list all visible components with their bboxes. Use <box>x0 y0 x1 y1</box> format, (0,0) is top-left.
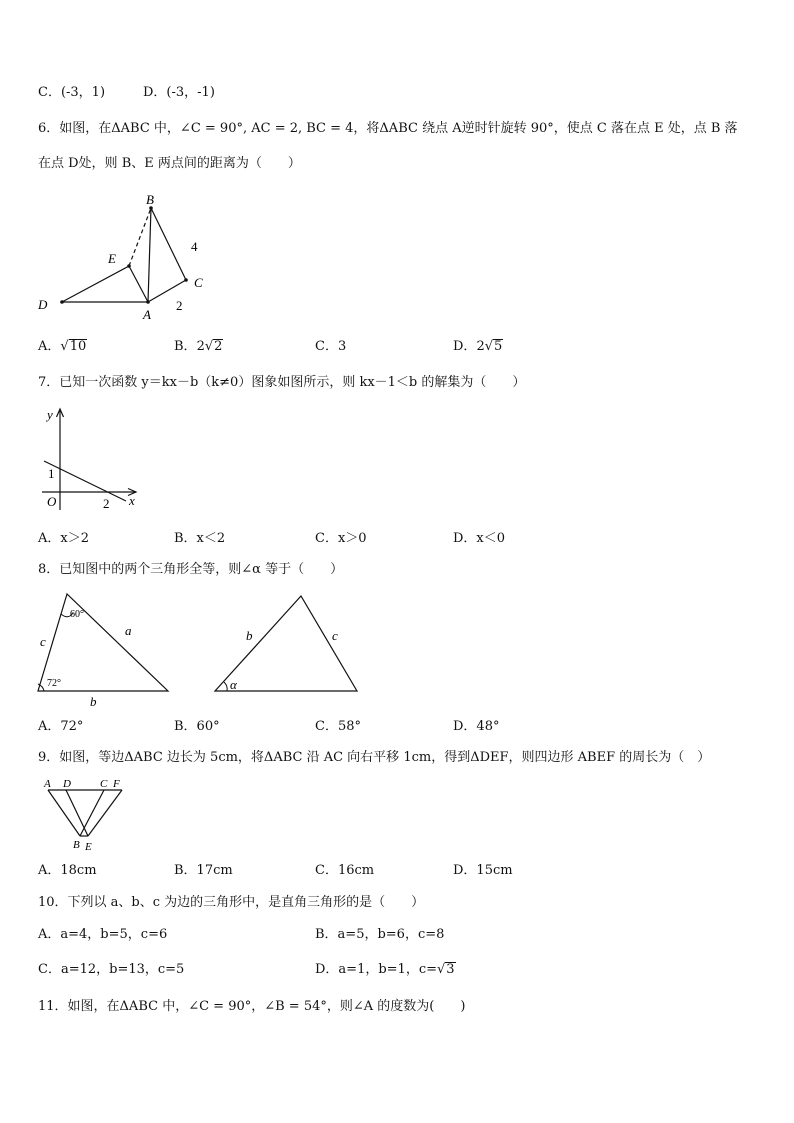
q7-axis-x-label: x <box>129 493 135 508</box>
q7-function-graph <box>36 405 146 515</box>
q8-option-a: A．72° <box>38 719 84 734</box>
q6-label-D: D <box>38 297 48 312</box>
q9-option-d: D．15cm <box>453 863 513 878</box>
q8-option-c: C．58° <box>315 719 361 734</box>
q6-option-a-radicand: 10 <box>69 339 87 354</box>
q10-option-d <box>315 961 456 979</box>
q7-y-intercept-label: 1 <box>48 466 55 481</box>
q6-option-a-label: A． <box>38 339 61 354</box>
q6-side-length-4: 4 <box>191 239 198 254</box>
q6-stem-line2: 在点 D处，则 B、E 两点间的距离为（ ） <box>38 156 301 171</box>
q7-option-c: C．x＞0 <box>315 531 367 546</box>
q5-option-d: D．(-3，-1) <box>143 85 215 100</box>
q10-option-c: C．a=12，b=13，c=5 <box>38 962 185 977</box>
q6-label-C: C <box>194 275 203 290</box>
q6-label-E: E <box>108 251 116 266</box>
q9-stem: 9．如图，等边ΔABC 边长为 5cm，将ΔABC 沿 AC 向右平移 1cm，得到ΔDEF，则四边形 ABEF 的周长为（ ） <box>38 750 711 765</box>
q6-label-A: A <box>143 307 151 322</box>
q6-option-d <box>453 338 503 356</box>
q10-option-a: A．a=4，b=5，c=6 <box>38 927 168 942</box>
q11-stem: 11．如图，在ΔABC 中，∠C = 90°，∠B = 54°，则∠A 的度数为( ) <box>38 999 466 1014</box>
q8-stem: 8．已知图中的两个三角形全等，则∠α 等于（ ） <box>38 562 344 577</box>
q6-option-b-label: B． <box>174 339 197 354</box>
q7-stem: 7．已知一次函数 y＝kx－b（k≠0）图象如图所示，则 kx－1＜b 的解集为（ ） <box>38 375 526 390</box>
q7-origin-label: O <box>47 494 57 509</box>
q8-option-b: B．60° <box>174 719 220 734</box>
q9-translation-figure <box>38 776 133 854</box>
q6-option-c <box>315 338 346 356</box>
q8-left-side-a: a <box>125 623 132 638</box>
q8-option-d: D．48° <box>453 719 500 734</box>
sqrt-symbol: √3 <box>437 962 455 977</box>
q10-stem: 10．下列以 a、b、c 为边的三角形中，是直角三角形的是（ ） <box>38 895 425 910</box>
q6-option-b <box>174 338 223 356</box>
q9-label-C: C <box>100 778 108 790</box>
q7-x-intercept-label: 2 <box>103 496 110 511</box>
q6-option-d-coef: 2 <box>476 339 485 354</box>
q6-side-length-2: 2 <box>176 298 183 313</box>
q9-label-A: A <box>44 778 51 790</box>
q8-left-side-c: c <box>40 634 46 649</box>
q7-option-d: D．x＜0 <box>453 531 506 546</box>
sqrt-symbol: √5 <box>484 339 503 354</box>
q6-option-c-label: C． <box>315 339 338 354</box>
q9-label-F: F <box>113 778 120 790</box>
q8-congruent-triangles-figure <box>30 590 370 710</box>
q9-option-a: A．18cm <box>38 863 97 878</box>
q10-option-b: B．a=5，b=6，c=8 <box>315 927 445 942</box>
q6-option-d-label: D． <box>453 339 477 354</box>
q5-option-c: C．(-3，1) <box>38 85 106 100</box>
sqrt-symbol: √2 <box>204 339 223 354</box>
q7-axis-y-label: y <box>47 407 53 422</box>
q9-label-D: D <box>63 778 71 790</box>
q9-option-b: B．17cm <box>174 863 233 878</box>
q9-label-E: E <box>85 841 92 853</box>
q8-angle-alpha-label: α <box>230 677 237 692</box>
q9-option-c: C．16cm <box>315 863 375 878</box>
sqrt-symbol: √10 <box>60 339 87 354</box>
q8-right-side-c: c <box>332 628 338 643</box>
q6-option-c-value: 3 <box>337 339 347 354</box>
q10-option-d-text: D．a=1，b=1，c= <box>315 962 437 977</box>
q6-option-b-radicand: 2 <box>214 339 223 354</box>
q7-option-b: B．x＜2 <box>174 531 226 546</box>
q6-option-b-coef: 2 <box>196 339 205 354</box>
q6-label-B: B <box>146 192 154 207</box>
q6-option-a <box>38 338 87 356</box>
q6-triangle-figure <box>30 190 220 325</box>
q8-angle-60-label: 60° <box>70 609 84 620</box>
q8-left-side-b: b <box>90 694 97 709</box>
q8-angle-72-label: 72° <box>47 678 61 689</box>
q8-right-side-b: b <box>246 628 253 643</box>
q7-option-a: A．x＞2 <box>38 531 89 546</box>
q9-label-B: B <box>73 839 80 851</box>
q6-stem-line1: 6．如图，在ΔABC 中，∠C = 90°, AC = 2, BC = 4，将ΔABC 绕点 A逆时针旋转 90°，使点 C 落在点 E 处，点 B 落 <box>38 121 738 136</box>
q10-option-d-radicand: 3 <box>446 962 455 977</box>
q6-option-d-radicand: 5 <box>494 339 503 354</box>
